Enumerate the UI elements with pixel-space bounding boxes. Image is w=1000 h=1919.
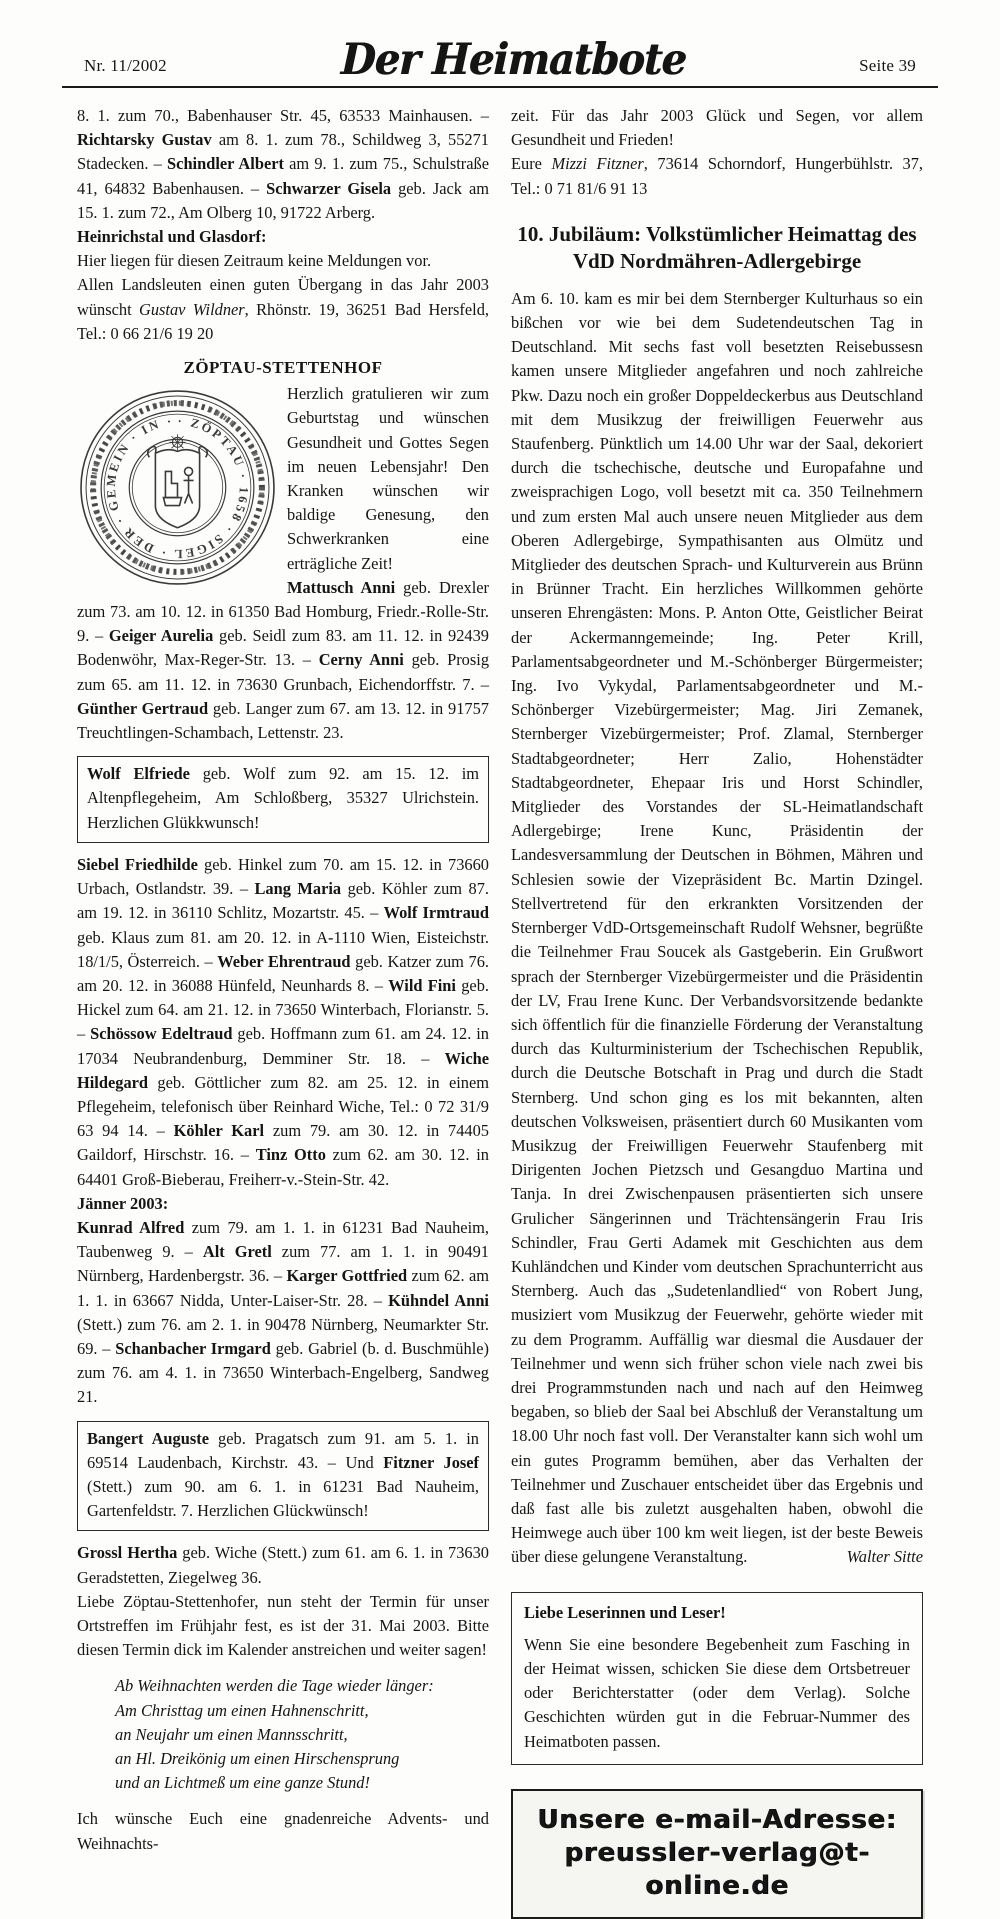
wolf-elfriede-entry: Wolf Elfriede geb. Wolf zum 92. am 15. 12. im Altenpflegeheim, Am Schloßberg, 35327 Ulrichstein. Herzlichen Glükkwunsch!: [87, 764, 480, 832]
grossl-hertha-entry: Grossl Hertha geb. Wiche (Stett.) zum 61. am 6. 1. in 73630 Geradstetten, Ziegelweg 36.: [77, 1543, 489, 1587]
seal-ring-text: · ZÖPTAU · 1658 · SIGEL · DER · GEMEIN · IN ·: [103, 414, 251, 562]
heinrichstal-heading: Heinrichstal und Glasdorf:: [77, 227, 267, 247]
weihnachten-poem: [115, 1674, 489, 1795]
email-address-box: [511, 1789, 923, 1919]
reader-notice-heading: Liebe Leserinnen und Leser!: [524, 1602, 726, 1622]
right-column: [511, 104, 923, 1919]
page-number: Seite 39: [859, 56, 916, 75]
zoeptau-section: [77, 382, 489, 745]
zoeptau-seal-image: [77, 386, 278, 589]
wolf-elfriede-box: [77, 756, 489, 843]
zoeptau-section-heading: ZÖPTAU-STETTENHOF: [183, 358, 383, 378]
wildner-greeting: Allen Landsleuten einen guten Übergang in das Jahr 2003 wünscht Gustav Wildner, Rhönstr. 19, 36251 Bad Hersfeld, Tel.: 0 66 21/6 19 20: [77, 275, 489, 343]
issue-number: Nr. 11/2002: [84, 56, 167, 75]
zoeptau-intro: Herzlich gratulieren wir zum Geburtstag und wünschen Gesundheit und Gottes Segen im neuen Lebensjahr! Den Kranken wünschen wir baldige Genesung, den Schwerkranken eine erträgliche Zeit!: [287, 384, 489, 573]
reader-notice-box: [511, 1592, 923, 1765]
header-rule: [62, 86, 938, 88]
ortstreffen-announcement: Liebe Zöptau-Stettenhofer, nun steht der Termin für unser Ortstreffen im Frühjahr fest, es ist der 31. Mai 2003. Bitte diesen Termin dick im Kalender anstreichen und weiter sagen!: [77, 1591, 489, 1660]
january-birthday-list-continued: 8. 1. zum 70., Babenhauser Str. 45, 63533 Mainhausen. – Richtarsky Gustav am 8. 1. zum 78., Schildweg 3, 55271 Stadecken. – Schindler Albert am 9. 1. zum 75., Schulstraße 41, 64832 Babenhausen. – Schwarzer Gisela geb. Jack am 15. 1. zum 72., Am Olberg 10, 91722 Arberg.: [77, 106, 489, 222]
masthead-title: Der Heimatbote: [339, 34, 687, 85]
page-content: [77, 104, 923, 1919]
poem-line: und an Lichtmeß um eine ganze Stund!: [115, 1773, 370, 1793]
poem-line: an Neujahr um einen Mannsschritt,: [115, 1724, 348, 1744]
jubilaeum-article-heading: [517, 221, 917, 275]
article-heading-line2: VdD Nordmähren-Adlergebirge: [572, 248, 862, 273]
seal-shield: [148, 434, 207, 527]
poem-line: Ab Weihnachten werden die Tage wieder länger:: [115, 1676, 434, 1696]
december-birthdays-2: Siebel Friedhilde geb. Hinkel zum 70. am 15. 12. in 73660 Urbach, Ostlandstr. 39. – Lang Maria geb. Köhler zum 87. am 19. 12. in 36110 Schlitz, Mozartstr. 45. – Wolf Irmtraud geb. Klaus zum 81. am 20. 12. in A-1110 Wien, Eisteichstr. 18/1/5, Österreich. – Weber Ehrentraud geb. Katzer zum 76. am 20. 12. in 36088 Hünfeld, Neunhards 8. – Wild Fini geb. Hickel zum 64. am 21. 12. in 73650 Winterbach, Florianstr. 5. – Schössow Edeltraud geb. Hoffmann zum 61. am 24. 12. in 17034 Neubrandenburg, Demminer Str. 18. – Wiche Hildegard geb. Göttlicher zum 82. am 25. 12. in einem Pflegeheim, telefonisch über Reinhard Wiche, Tel.: 0 72 31/9 63 94 14. – Köhler Karl zum 79. am 30. 12. in 74405 Gaildorf, Hirschstr. 16. – Tinz Otto zum 62. am 30. 12. in 64401 Groß-Bieberau, Freiherr-v.-Stein-Str. 42.: [77, 854, 490, 1189]
email-address: preussler-verlag@t-online.de: [564, 1837, 870, 1901]
email-box-title: Unsere e-mail-Adresse:: [537, 1804, 897, 1835]
december-birthdays-1: Mattusch Anni geb. Drexler zum 73. am 10. 12. in 61350 Bad Homburg, Friedr.-Rolle-Str. 9. – Geiger Aurelia geb. Seidl zum 83. am 11. 12. in 92439 Bodenwöhr, Max-Reger-Str. 13. – Cerny Anni geb. Prosig zum 65. am 11. 12. in 73630 Grunbach, Eichendorffstr. 7. – Günther Gertraud geb. Langer zum 67. am 13. 12. in 91757 Treuchtlingen-Schambach, Lettenstr. 23.: [77, 577, 490, 743]
jaenner-2003-heading: Jänner 2003:: [77, 1193, 169, 1213]
january-birthdays: Kunrad Alfred zum 79. am 1. 1. in 61231 Bad Nauheim, Taubenweg 9. – Alt Gretl zum 77. am 1. 1. in 90491 Nürnberg, Hardenbergstr. 36. – Karger Gottfried zum 62. am 1. 1. in 63667 Nidda, Unter-Laiser-Str. 28. – Kühndel Anni (Stett.) zum 76. am 2. 1. in 90478 Nürnberg, Neumarkter Str. 69. – Schanbacher Irmgard geb. Gabriel (b. d. Buschmühle) zum 76. am 4. 1. in 73650 Winterbach-Engelberg, Sandweg 21.: [77, 1217, 489, 1407]
bangert-fitzner-entry: Bangert Auguste geb. Pragatsch zum 91. am 5. 1. in 69514 Laudenbach, Kirchstr. 43. – Und Fitzner Josef (Stett.) zum 90. am 6. 1. in 61231 Bad Nauheim, Gartenfeldstr. 7. Herzlichen Glückwünsch!: [87, 1428, 480, 1521]
fitzner-signoff: Eure Mizzi Fitzner, 73614 Schorndorf, Hungerbühlstr. 37, Tel.: 0 71 81/6 91 13: [511, 154, 924, 198]
article-heading-line1: 10. Jubiläum: Volkstümlicher Heimattag des: [517, 221, 917, 246]
heinrichstal-note: Hier liegen für diesen Zeitraum keine Meldungen vor.: [77, 251, 432, 271]
poem-line: Am Christtag um einen Hahnenschritt,: [115, 1700, 369, 1720]
jubilaeum-article-body: Am 6. 10. kam es mir bei dem Sternberger Kulturhaus so ein bißchen vor wie bei dem Sudetendeutschen Tag in Deutschland. Mit sechs fast voll besetzten Reisebussesn kamen unsere Mitglieder angefahren und noch zahlreiche Pkw. Dazu noch ein großer Doppeldeckerbus aus Deutschland mit dem Musikzug der freiwilligen Feuerwehr aus Staufenberg. Pünktlich um 14.00 Uhr war der Saal, dekoriert durch die tschechische, deutsche und Europafahne und zweisprachigen Logo, voll besetzt mit ca. 350 Teilnehmern und zum ersten Mal auch unsere neuen Mitglieder aus dem Oberen Adlergebirge, Sympathisanten aus Olmütz und Mitglieder des deutschen Sprach- und Kulturverein aus Brünn in Brünner Tracht. Ein herzliches Willkommen gehörte unseren Ehrengästen: Mons. P. Anton Otte, Geistlicher Beirat der Ackermanngemeinde; Ing. Peter Krill, Parlamentsabgeordneter und M.-Schönberger Bürgermeister; Ing. Ivo Vykydal, Parlamentsabgeordneter und M.-Schönberger Vizebürgermeister; Mag. Jiri Zemanek, Sternberger Vizebürgermeister; Prof. Zlamal, Sternberger Stadtabgeordneter; Herr Zalio, Hohenstädter Stadtabgeordneter, Ehepaar Iris und Horst Schindler, Mitglieder des Vorstandes der SL-Heimatlandschaft Adlergebirge; Irene Kunc, Präsidentin der Landesversammlung der Deutschen in Böhmen, Mähren und Schlesien sowie der Vizepräsident Bc. Martin Dzingel. Stellvertretend für den erkrankten Vorsitzenden der Sternberger VdD-Ortsgemeinschaft Rudolf Wehsner, begrüßte die Teilnehmer Frau Soucek als Gastgeberin. Ein Grußwort sprach der Sternberger Vizebürgermeister und die Präsidentin der LV, Frau Irene Kunc. Der Verbandsvorsitzende bedankte sich öffentlich für die finanzielle Förderung der Veranstaltung durch das Kulturministerium der Tschechischen Republik, durch die Deutsche Botschaft in Prag und durch die Stadt Sternberg. Und schon ging es los mit bekannten, alten deutschen Volksweisen, präsentiert durch 60 Musikanten vom Musikzug der Freiwilligen Feuerwehr Staufenberg mit Dirigenten Jochen Pietzsch und Gesangduo Martina und Tanja. In drei Zwischenpausen präsentierten sich unsere Grulicher Sängerinnen und Trächtensängerin Frau Iris Schindler, Frau Gerti Adamek mit Geschichten aus dem Kuhländchen und Kinder vom deutschen Sprachunterricht aus Sternberg. Auch das „Sudetenlandlied“ von Robert Jung, musiziert vom Musikzug der Feuerwehr, gehörte wieder mit zu dem Programm. Auffällig war diesmal die Ausdauer der Teilnehmer und wenn sich früher schon viele nach zwei bis drei Programmstunden nach und nach auf den Heimweg begaben, so blieb der Saal bei Abschluß der Veranstaltung um 18.00 Uhr noch fast voll. Der Veranstalter kann sich wohl um ein gutes Programm bemühen, aber das Verhalten der Teilnehmer und Zuschauer entscheidet über das Ergebnis und daß fast alle bis zuletzt ausgehalten haben, obwohl die Heimwege auch über 100 km weit liegen, ist der beste Beweis über diese gelungene Veranstaltung. Walter Sitte: [511, 288, 923, 1567]
page-header: [62, 34, 938, 85]
closing-wish-line: Ich wünsche Euch eine gnadenreiche Advents- und Weihnachts-: [77, 1809, 489, 1853]
closing-wish-continuation: zeit. Für das Jahr 2003 Glück und Segen, vor allem Gesundheit und Frieden!: [511, 106, 923, 150]
left-column: [77, 104, 489, 1919]
reader-notice-body: Wenn Sie eine besondere Begebenheit zum Fasching in der Heimat wissen, schicken Sie diese dem Ortsbetreuer oder Berichterstatter (oder dem Verlag). Solche Geschichten würden gut in die Februar-Nummer des Heimatboten passen.: [524, 1634, 910, 1751]
poem-line: an Hl. Dreikönig um einen Hirschensprung: [115, 1749, 400, 1768]
bangert-fitzner-box: [77, 1421, 489, 1532]
